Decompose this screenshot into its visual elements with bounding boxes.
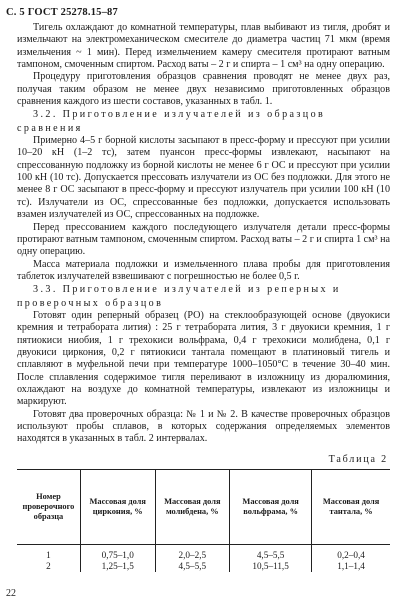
table-cell: 1 — [46, 550, 51, 561]
column-header: Массовая доля молибдена, % — [155, 470, 230, 545]
table-cell: 4,5–5,5 — [230, 545, 312, 562]
table-header-row — [17, 470, 390, 545]
table-cell: 4,5–5,5 — [155, 561, 230, 572]
paragraph: Готовят два проверочных образца: № 1 и № 2. В качестве проверочных образцов используют пробы сплавов, в которых содержания определяемых элементов находятся в указанных в табл. 2 интервалах. — [17, 408, 390, 445]
table-cell: 10,5–11,5 — [230, 561, 312, 572]
page-header: С. 5 ГОСТ 25278.15–87 — [6, 7, 118, 18]
table-cell: 1,25–1,5 — [80, 561, 155, 572]
paragraph: Процедуру приготовления образцов сравнения проводят не менее двух раз, получая таким образом не менее двух независимо приготовленных образцов сравнения каждого из шести составов, указанных в табл. 1. — [17, 71, 390, 108]
column-header: Массовая доля циркония, % — [80, 470, 155, 545]
paragraph: Перед прессованием каждого последующего излучателя детали пресс-формы протирают ватным тампоном, смоченным спиртом. Расход ваты – 2 г и спирта 1 см³ на одну операцию. — [17, 221, 390, 258]
column-header: Массовая доля вольфрама, % — [230, 470, 312, 545]
table-cell: 2 — [46, 561, 51, 572]
table-cell: 2,0–2,5 — [155, 545, 230, 562]
table-cell: 1,1–1,4 — [312, 561, 390, 572]
table-row — [17, 561, 390, 572]
document-body — [17, 22, 390, 572]
paragraph: Тигель охлаждают до комнатной температуры, плав выбивают из тигля, дробят и измельчают на электромеханическом смесителе до диаметра частиц 71 мкм (время измельчения ~ 1 мин). Перед измельчением камеру смесителя протирают ватным тампоном, смоченным спиртом. Расход ваты – 2 г и спирта – 1 см³ на одну операцию. — [17, 22, 390, 71]
section-heading-3-2: 3.2. Приготовление излучателей из образцов — [33, 109, 326, 121]
table-caption: Таблица 2 — [328, 453, 388, 465]
data-table — [17, 469, 390, 572]
column-header: Массовая доля тантала, % — [312, 470, 390, 545]
table-cell: 0,75–1,0 — [80, 545, 155, 562]
paragraph: Примерно 4–5 г борной кислоты засыпают в пресс-форму и прессуют при усилии 10–20 кН (1–2 тс), затем пуансон пресс-формы извлекают, насыпают на спрессованную подложку из борной кислоты не менее 6 г ОС и прессуют при усилии 100 кН (10 тс). Допускается прессовать излучатели из ОС без подложки. Для этого не менее 8 г ОС засыпают в пресс-форму и прессуют излучатель при усилии 100 кН (10 тс). Излучатели из ОС, спрессованные без подложки, допускается использовать взамен излучателей из ОС, спрессованных на подложке. — [17, 135, 390, 221]
section-heading-3-3-cont: проверочных образцов — [17, 297, 164, 309]
section-heading-3-3: 3.3. Приготовление излучателей из реперных и — [33, 284, 341, 296]
paragraph: Готовят один реперный образец (РО) на стеклообразующей основе (двуокиси кремния и тетрабората лития) : 25 г тетрабората лития, 3 г двуокиси кремния, 1 г пятиокиси ниобия, 1 г трехокиси вольфрама, 0,4 г трехокиси молибдена, 0,1 г двуокиси циркония, 0,2 г пятиокиси тантала помещают в платиновый тигель и сплавляют в муфельной печи при температуре 1000–1050°С в течение 30–40 мин. После сплавления содержимое тигля переливают в изложницу из дюралюминия, охлаждают на воздухе до комнатной температуры, извлекают из изложницы и маркируют. — [17, 309, 390, 408]
paragraph: Масса материала подложки и измельченного плава пробы для приготовления таблеток излучателей взвешивают с погрешностью не более 0,5 г. — [17, 258, 390, 282]
section-heading-3-2-cont: сравнения — [17, 122, 83, 134]
table-row — [17, 545, 390, 562]
column-header: Номер проверочного образца — [17, 470, 80, 545]
table-cell: 0,2–0,4 — [312, 545, 390, 562]
page-number: 22 — [6, 588, 16, 599]
